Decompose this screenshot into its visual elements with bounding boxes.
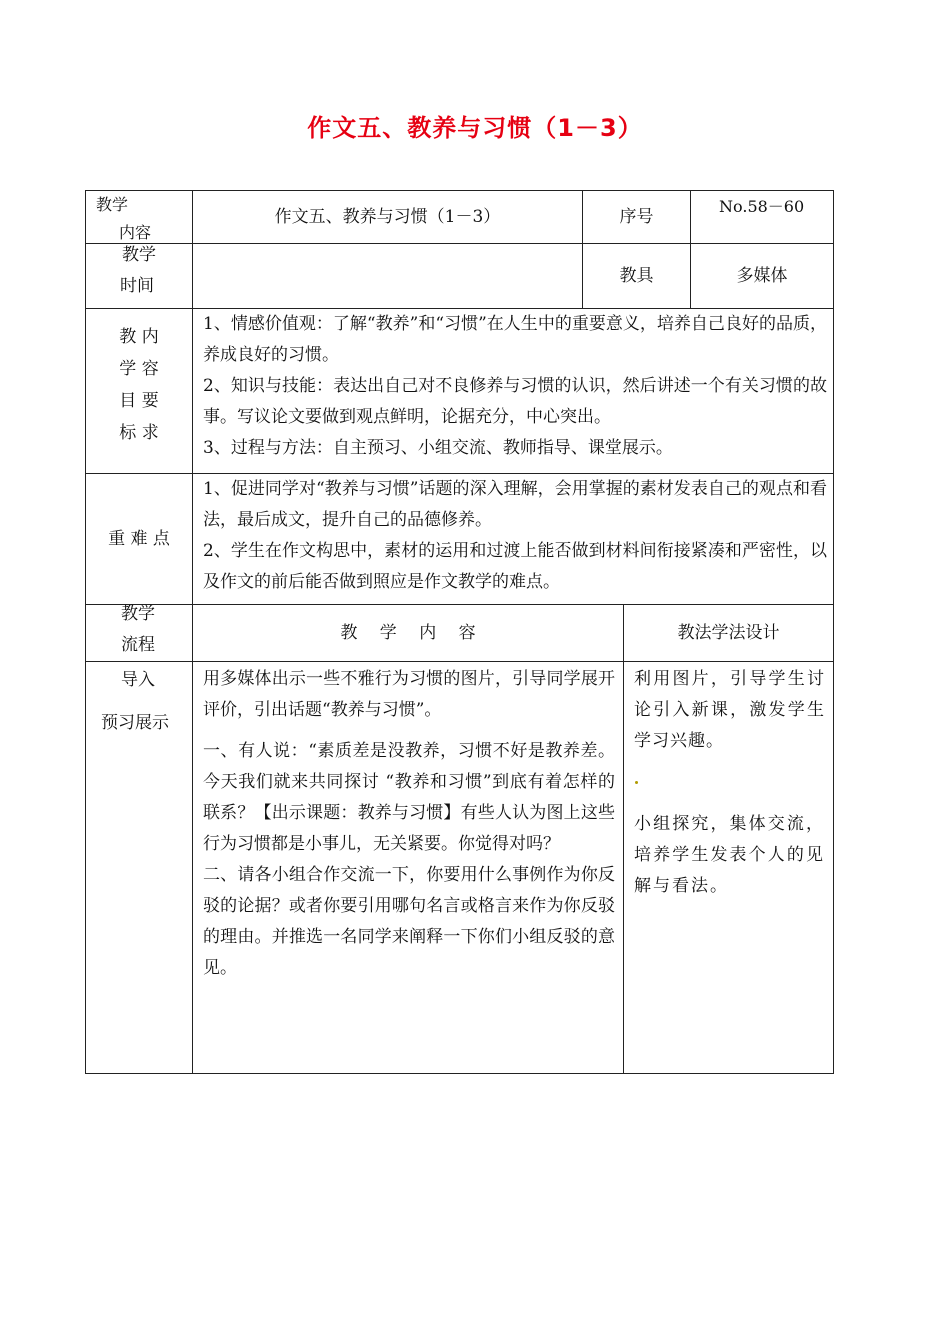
document-title: 作文五、教养与习惯（1－3） bbox=[307, 114, 643, 142]
serial-value-cell bbox=[690, 190, 834, 244]
goal-item: 1、情感价值观：了解“教养”和“习惯”在人生中的重要意义，培养自己良好的品质，养成良好的习惯。 bbox=[203, 314, 827, 365]
label-line: 流程 bbox=[121, 635, 155, 655]
label-line: 时间 bbox=[120, 276, 154, 296]
method-header-cell bbox=[623, 604, 834, 662]
label-line: 内容 bbox=[119, 223, 152, 242]
content-paragraph: 用多媒体出示一些不雅行为习惯的图片，引导同学展开评价，引出话题“教养与习惯”。 bbox=[203, 669, 615, 720]
process-stage-cell bbox=[85, 661, 193, 1074]
label-teaching-content bbox=[85, 190, 193, 244]
label-line: 学 容 bbox=[119, 359, 159, 379]
tools-value: 多媒体 bbox=[736, 265, 788, 286]
serial-label-cell bbox=[582, 190, 691, 244]
label-line: 教 内 bbox=[119, 327, 159, 347]
method-paragraph: 小组探究，集体交流，培养学生发表个人的见解与看法。 bbox=[634, 814, 825, 896]
method-header: 教法学法设计 bbox=[677, 622, 780, 643]
tools-label: 教具 bbox=[619, 265, 654, 286]
teaching-content-text: 作文五、教养与习惯（1－3） bbox=[274, 206, 501, 227]
goal-item: 3、过程与方法：自主预习、小组交流、教师指导、课堂展示。 bbox=[203, 438, 673, 458]
content-header: 教 学 内 容 bbox=[340, 622, 476, 643]
content-paragraph: 一、有人说：“素质差是没教养，习惯不好是教养差。今天我们就来共同探讨 “教养和习惯”到底有着怎样的联系？【出示课题：教养与习惯】有些人认为图上这些行为习惯都是小事儿，无关紧要。你觉得对吗？ bbox=[203, 741, 615, 854]
label-line: 重 难 点 bbox=[108, 528, 170, 549]
teaching-goals-cell bbox=[192, 308, 834, 474]
content-header-cell bbox=[192, 604, 624, 662]
process-method-cell bbox=[623, 661, 834, 1074]
label-line: 教学 bbox=[121, 604, 155, 624]
teaching-time-cell bbox=[192, 243, 583, 309]
process-content-cell bbox=[192, 661, 624, 1074]
goal-item: 2、知识与技能：表达出自己对不良修养与习惯的认识，然后讲述一个有关习惯的故事。写议论文要做到观点鲜明，论据充分，中心突出。 bbox=[203, 376, 827, 427]
label-key-difficulties bbox=[85, 473, 193, 605]
label-line: 教学 bbox=[96, 195, 129, 214]
stage-intro: 导入 bbox=[121, 670, 155, 690]
label-line: 教学 bbox=[122, 245, 156, 265]
label-teaching-goals bbox=[85, 308, 193, 474]
label-line: 目 要 bbox=[119, 391, 159, 411]
difficulty-item: 2、学生在作文构思中，素材的运用和过渡上能否做到材料间衔接紧凑和严密性，以及作文的前后能否做到照应是作文教学的难点。 bbox=[203, 541, 827, 592]
difficulty-item: 1、促进同学对“教养与习惯”话题的深入理解，会用掌握的素材发表自己的观点和看法，最后成文，提升自己的品德修养。 bbox=[203, 479, 827, 530]
content-paragraph: 二、请各小组合作交流一下，你要用什么事例作为你反驳的论据？或者你要引用哪句名言或格言来作为你反驳的理由。并推选一名同学来阐释一下你们小组反驳的意见。 bbox=[203, 865, 615, 978]
label-teaching-process bbox=[85, 604, 193, 662]
teaching-content-cell bbox=[192, 190, 583, 244]
method-paragraph: 利用图片，引导学生讨论引入新课，激发学生学习兴趣。 bbox=[634, 669, 825, 751]
tools-label-cell bbox=[582, 243, 691, 309]
serial-value: No.58－60 bbox=[719, 197, 805, 216]
stage-preview: 预习展示 bbox=[101, 713, 169, 733]
mark-icon bbox=[634, 757, 825, 809]
label-teaching-time bbox=[85, 243, 193, 309]
label-line: 标 求 bbox=[119, 423, 159, 443]
tools-value-cell bbox=[690, 243, 834, 309]
serial-label: 序号 bbox=[619, 206, 654, 227]
key-difficulties-cell bbox=[192, 473, 834, 605]
